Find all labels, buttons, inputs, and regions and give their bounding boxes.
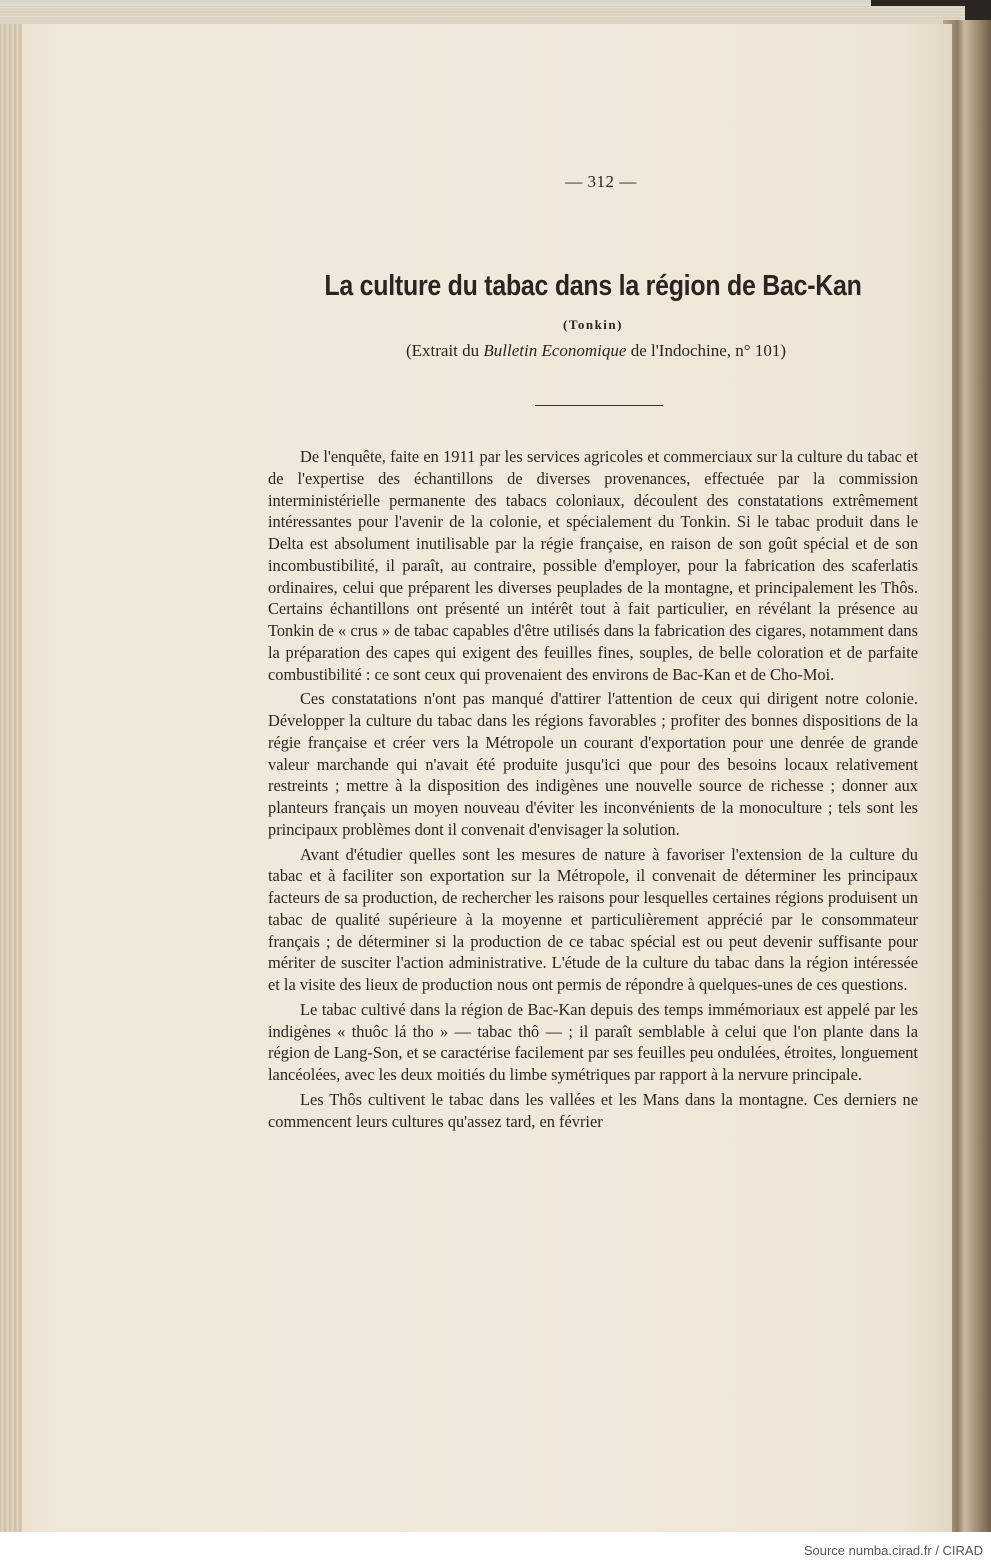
source-credit: Source numba.cirad.fr / CIRAD [803, 1543, 983, 1558]
extract-prefix: (Extrait du [405, 341, 484, 360]
article-body [268, 446, 918, 1132]
article-title: La culture du tabac dans la région de Bac-Kan [324, 270, 862, 302]
extract-suffix: de l'Indochine, n° 101) [626, 341, 786, 360]
paragraph-5: Les Thôs cultivent le tabac dans les vallées et les Mans dans la montagne. Ces derniers ne commencent leurs cultures qu'assez tard, en février [268, 1089, 918, 1131]
paragraph-2: Ces constatations n'ont pas manqué d'attirer l'attention de ceux qui dirigent notre colonie. Développer la culture du tabac dans les régions favorables ; profiter des bonnes dispositions de la régie française et créer vers la Métropole un courant d'exportation pour une denrée de grande valeur marchande qui n'avait été produite jusqu'ici que pour des besoins locaux relativement restreints ; mettre à la disposition des indigènes une nouvelle source de richesse ; donner aux planteurs français un moyen nouveau d'éviter les inconvénients de la monoculture ; tels sont les principaux problèmes dont il convenait d'envisager la solution. [268, 689, 918, 839]
page-content [268, 170, 918, 1135]
page-number: — 312 — [565, 172, 637, 191]
extract-note [274, 341, 918, 361]
extract-publication: Bulletin Economique [483, 341, 627, 360]
paragraph-3: Avant d'étudier quelles sont les mesures de nature à favoriser l'extension de la culture du tabac et à faciliter son exportation sur la Métropole, il convenait de déterminer les principaux facteurs de sa production, de rechercher les raisons pour lesquelles certaines régions produisent un tabac de qualité supérieure à la moyenne et particulièrement apprécié par le consommateur français ; de déterminer si la production de ce tabac spécial est ou peut devenir suffisante pour mériter de susciter l'action administrative. L'étude de la culture du tabac dans la région intéressée et la visite des lieux de production nous ont permis de répondre à quelques-unes de ces questions. [268, 844, 918, 994]
paragraph-1: De l'enquête, faite en 1911 par les services agricoles et commerciaux sur la culture du tabac et de l'expertise des échantillons de diverses provenances, effectuée par la commission interministérielle permanente des tabacs coloniaux, découlent des constatations extrêmement intéressantes pour l'avenir de la colonie, et spécialement du Tonkin. Si le tabac produit dans le Delta est absolument inutilisable par la régie française, en raison de son goût spécial et de son incombustibilité, il paraît, au contraire, possible d'employer, pour la fabrication des scaferlatis ordinaires, celui que préparent les diverses peuplades de la montagne, et principalement les Thôs. Certains échantillons ont présenté un intérêt tout à fait particulier, en révélant la présence au Tonkin de « crus » de tabac capables d'être utilisés dans la fabrication des cigares, notamment dans la préparation des capes qui exigent des feuilles fines, souples, de belle coloration et de parfaite combustibilité : ce sont ceux qui provenaient des environs de Bac-Kan et de Cho-Moi. [268, 447, 918, 684]
article-subtitle: (Tonkin) [563, 317, 623, 332]
page-block-left-edge [0, 24, 22, 1532]
title-divider [535, 405, 663, 406]
paragraph-4: Le tabac cultivé dans la région de Bac-Kan depuis des temps immémoriaux est appelé par les indigènes « thuôc lá tho » — tabac thô — ; il paraît semblable à celui que l'on plante dans la région de Lang-Son, et se caractérise facilement par ses feuilles peu ondulées, étroites, longuement lancéolées, avec les deux moitiés du limbe symétriques par rapport à la nervure principale. [268, 999, 918, 1084]
